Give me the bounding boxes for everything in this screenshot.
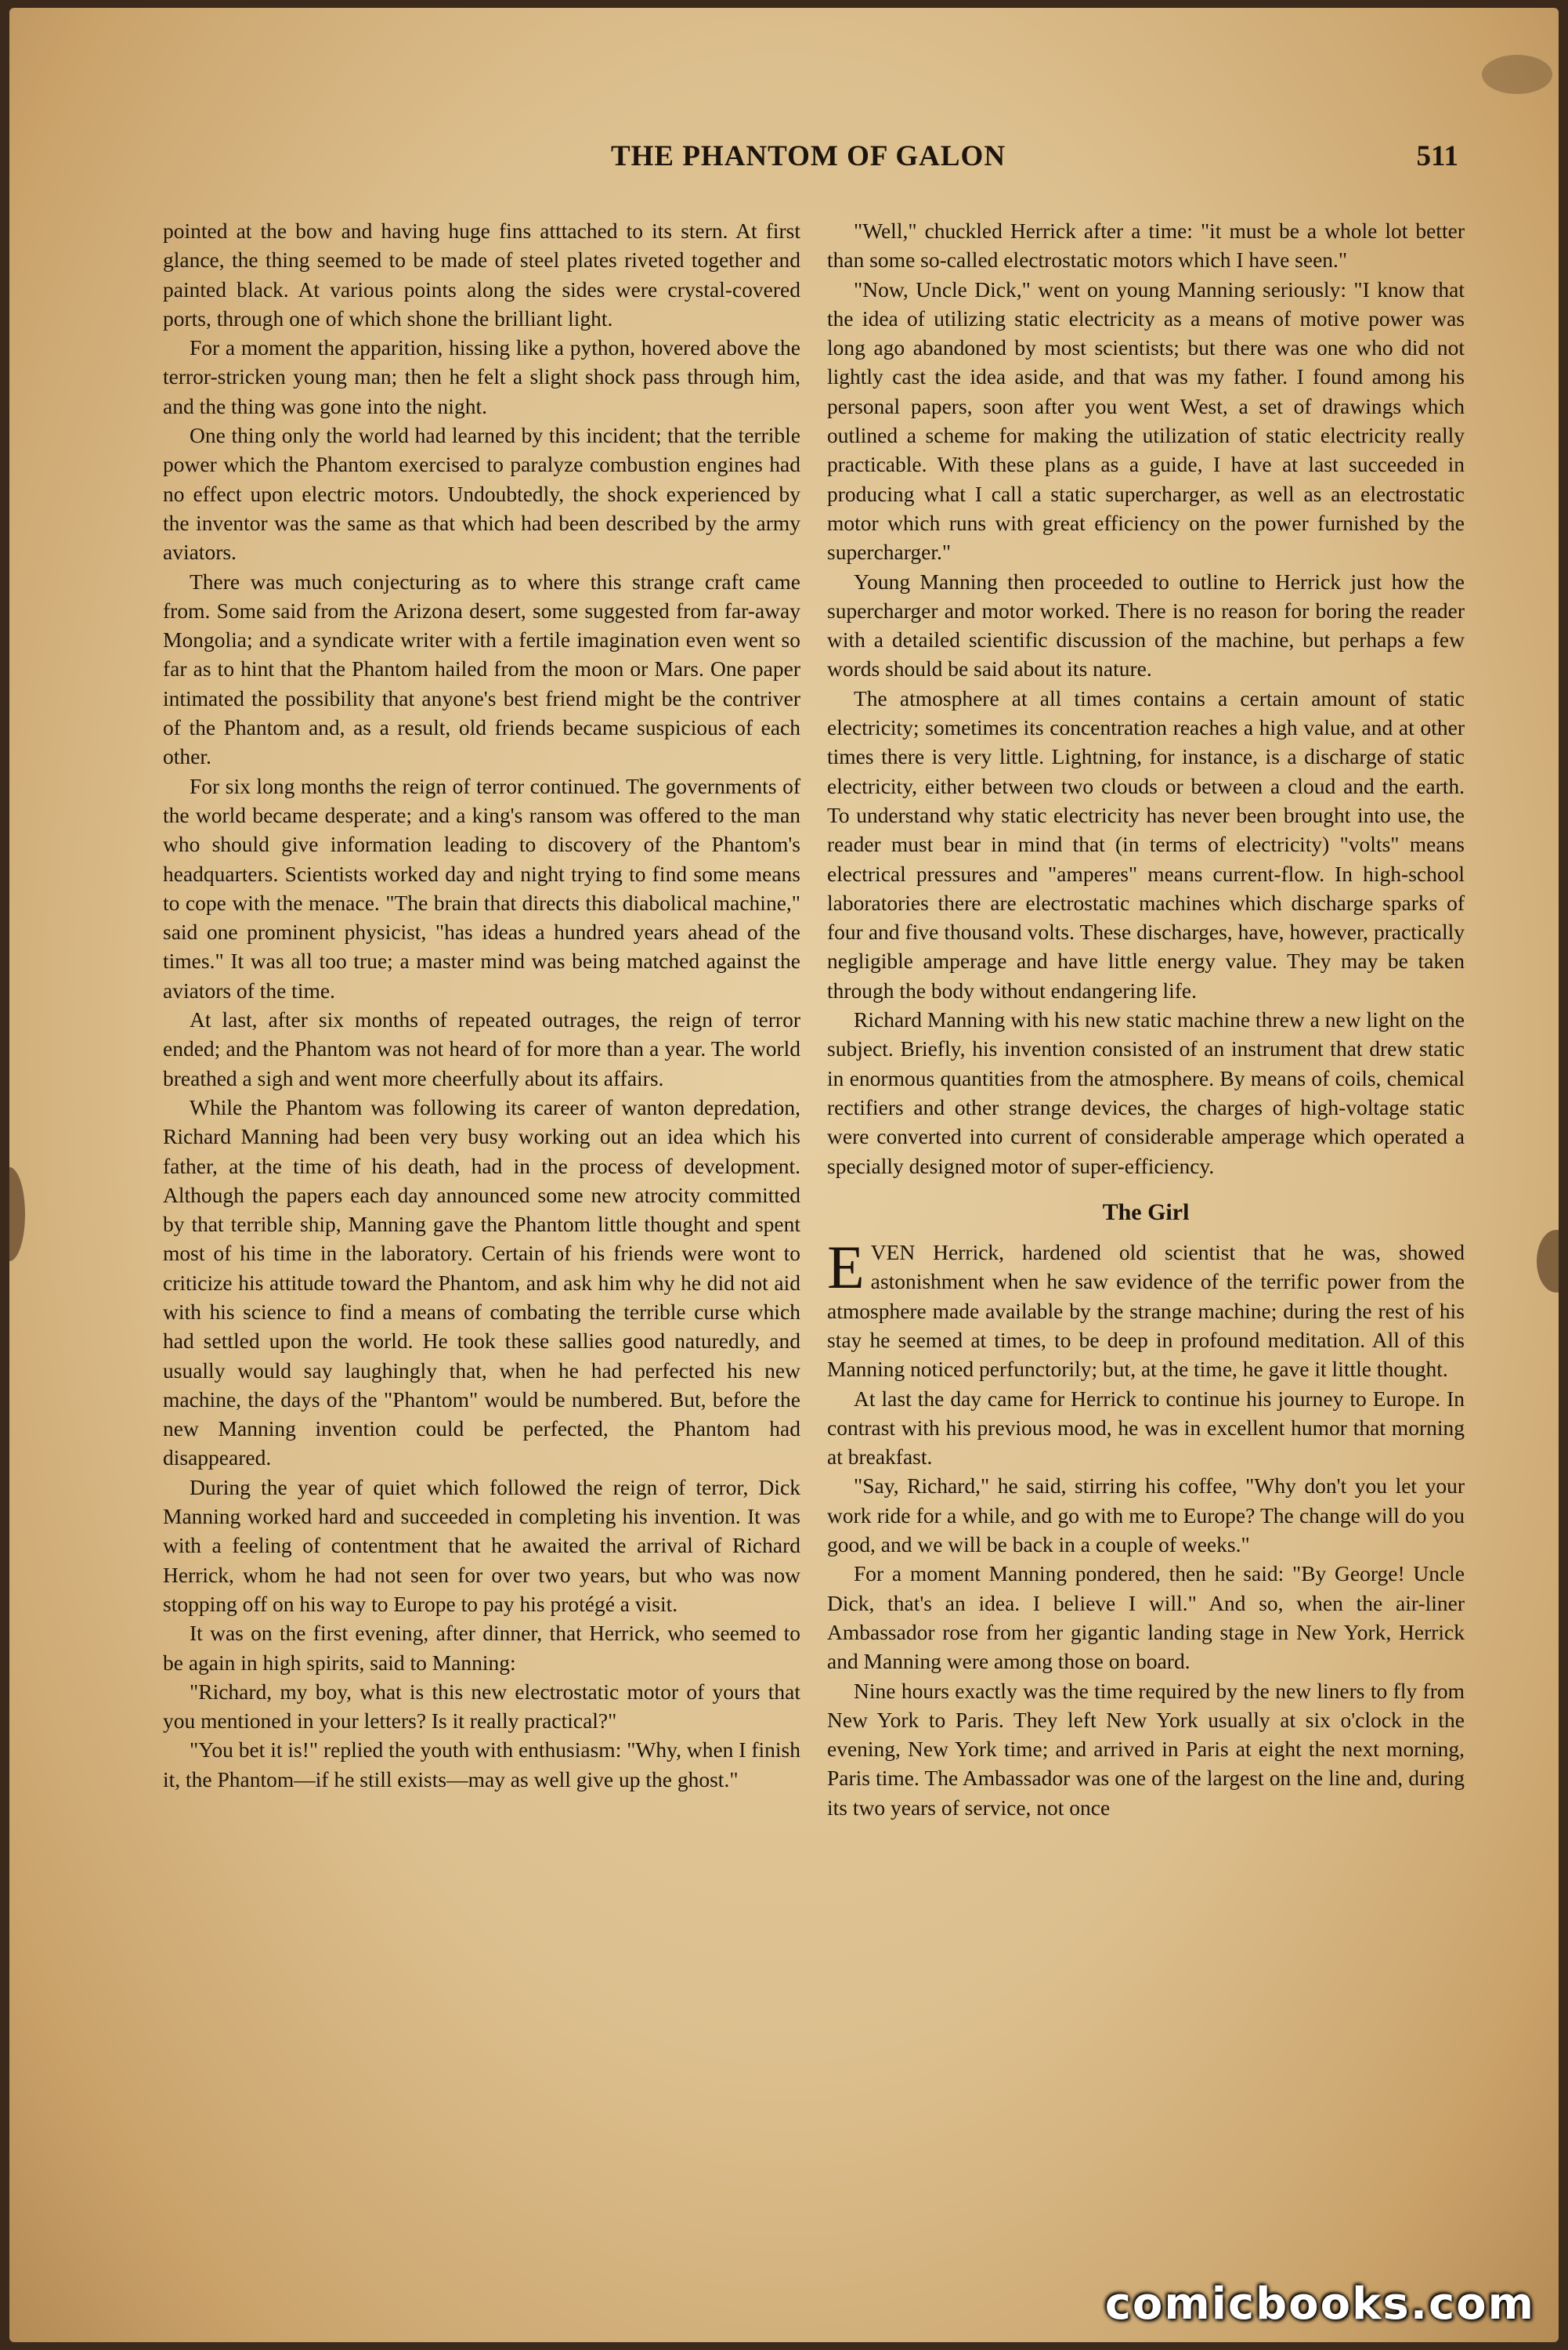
left-column <box>163 216 800 1794</box>
paragraph: Richard Manning with his new static machine threw a new light on the subject. Briefly, his invention consisted of an instrument that drew static in enormous quantities from the atmosphere. By means of coils, chemical rectifiers and other strange devices, the charges of high-voltage static were converted into current of considerable amperage which operated a specially designed motor of super-efficiency. <box>827 1007 1465 1178</box>
running-title: THE PHANTOM OF GALON <box>610 140 1006 172</box>
dropcap-letter: E <box>827 1233 865 1302</box>
paragraph: At last the day came for Herrick to continue his journey to Europe. In contrast with his previous mood, he was in excellent humor that morning at breakfast. <box>827 1386 1465 1470</box>
paragraph: Young Manning then proceeded to outline to Herrick just how the supercharger and motor worked. There is no reason for boring the reader with a detailed scientific discussion of the machine, but perhaps a few words should be said about its nature. <box>827 569 1465 682</box>
paragraph: At last, after six months of repeated outrages, the reign of terror ended; and the Phantom was not heard of for more than a year. The world breathed a sigh and went more cheerfully about its affairs. <box>163 1007 800 1090</box>
paragraph: It was on the first evening, after dinner, that Herrick, who seemed to be again in high spirits, said to Manning: <box>163 1621 800 1675</box>
paragraph: "Say, Richard," he said, stirring his coffee, "Why don't you let your work ride for a while, and go with me to Europe? The change will do you good, and we will be back in a couple of weeks." <box>827 1473 1465 1557</box>
paragraph: During the year of quiet which followed the reign of terror, Dick Manning worked hard and succeeded in completing his invention. It was with a feeling of contentment that he awaited the arrival of Richard Herrick, whom he had not seen for over two years, but who was now stopping off on his way to Europe to pay his protégé a visit. <box>163 1474 800 1616</box>
paragraph: "Now, Uncle Dick," went on young Manning seriously: "I know that the idea of utilizing static electricity as a means of motive power was long ago abandoned by most scientists; but there was one who did not lightly cast the idea aside, and that was my father. I found among his personal papers, soon after you went West, a set of drawings which outlined a scheme for making the utilization of static electricity really practicable. With these plans as a guide, I have at last succeeded in producing what I call a static supercharger, as well as an electrostatic motor which runs with great efficiency on the power furnished by the supercharger." <box>827 277 1465 565</box>
paragraph: "Well," chuckled Herrick after a time: "it must be a whole lot better than some so-called electrostatic motors which I have seen." <box>827 219 1465 273</box>
paragraph: There was much conjecturing as to where this strange craft came from. Some said from the Arizona desert, some suggested from far-away Mongolia; and a syndicate writer with a fertile imagination even went so far as to hint that the Phantom hailed from the moon or Mars. One paper intimated the possibility that anyone's best friend might be the contriver of the Phantom and, as a result, old friends became suspicious of each other. <box>163 569 800 769</box>
paragraph: For six long months the reign of terror continued. The governments of the world became desperate; and a king's ransom was offered to the man who should give information leading to discovery of the Phantom's headquarters. Scientists worked day and night trying to find some means to cope with the menace. "The brain that directs this diabolical machine," said one prominent physicist, "has ideas a hundred years ahead of the times." It was all too true; a master mind was being matched against the aviators of the time. <box>163 773 800 1003</box>
magazine-page <box>9 8 1559 2342</box>
right-column <box>827 216 1465 1822</box>
paragraph: One thing only the world had learned by this incident; that the terrible power which the Phantom exercised to paralyze combustion engines had no effect upon electric motors. Undoubtedly, the shock experienced by the inventor was the same as that which had been described by the army aviators. <box>163 423 800 565</box>
paragraph: The atmosphere at all times contains a certain amount of static electricity; sometimes its concentration reaches a high value, and at other times there is very little. Lightning, for instance, is a discharge of static electricity, either between two clouds or between a cloud and the earth. To understand why static electricity has never been brought into use, the reader must bear in mind that (in terms of electricity) "volts" means electrical pressures and "amperes" means current-flow. In high-school laboratories there are electrostatic machines which discharge sparks of four and five thousand volts. These discharges, have, however, practically negligible amperage and have little energy value. They may be taken through the body without endangering life. <box>827 685 1465 1003</box>
paragraph: "You bet it is!" replied the youth with enthusiasm: "Why, when I finish it, the Phantom—if he still exists—may as well give up the ghost." <box>163 1737 800 1791</box>
paragraph: pointed at the bow and having huge fins atttached to its stern. At first glance, the thing seemed to be made of steel plates riveted together and painted black. At various points along the sides were crystal-covered ports, through one of which shone the brilliant light. <box>163 219 800 331</box>
paragraph: For a moment Manning pondered, then he said: "By George! Uncle Dick, that's an idea. I believe I will." And so, when the air-liner Ambassador rose from her gigantic landing stage in New York, Herrick and Manning were among those on board. <box>827 1561 1465 1674</box>
page-number: 511 <box>1416 140 1458 172</box>
paragraph: "Richard, my boy, what is this new electrostatic motor of yours that you mentioned in your letters? Is it really practical?" <box>163 1679 800 1734</box>
paragraph: For a moment the apparition, hissing like a python, hovered above the terror-stricken young man; then he felt a slight shock pass through him, and the thing was gone into the night. <box>163 335 800 418</box>
page-header <box>158 139 1458 180</box>
paragraph-text: VEN Herrick, hardened old scientist that he was, showed astonishment when he saw evidence of the terrific power from the atmosphere made available by the strange machine; during the rest of his stay he seemed at times, to be deep in profound meditation. All of this Manning noticed perfunctorily; but, at the time, he gave it little thought. <box>827 1240 1465 1382</box>
dropcap-paragraph <box>827 1233 1465 1383</box>
watermark-logo: comicbooks.com <box>1104 2279 1535 2330</box>
paragraph: Nine hours exactly was the time required by the new liners to fly from New York to Paris. They left New York usually at six o'clock in the evening, New York time; and arrived in Paris at eight the next morning, Paris time. The Ambassador was one of the largest on the line and, during its two years of service, not once <box>827 1678 1465 1820</box>
paragraph: While the Phantom was following its career of wanton depredation, Richard Manning had been very busy working out an idea which his father, at the time of his death, had in the process of development. Although the papers each day announced some new atrocity committed by that terrible ship, Manning gave the Phantom little thought and spent most of his time in the laboratory. Certain of his friends were wont to criticize his attitude toward the Phantom, and ask him why he did not aid with his science to find a means of combating the terrible curse which had settled upon the world. He took these sallies good naturedly, and usually would say laughingly that, when he had perfected his new machine, the days of the "Phantom" would be numbered. But, before the new Manning invention could be perfected, the Phantom had disappeared. <box>163 1094 800 1470</box>
section-heading: The Girl <box>1102 1198 1190 1225</box>
